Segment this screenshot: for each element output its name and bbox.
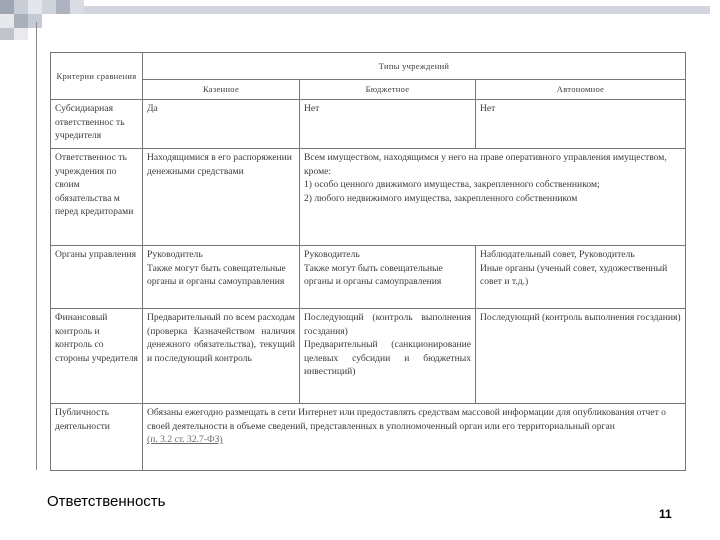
table-row — [51, 100, 686, 149]
criterion-cell: Ответственнос ть учреждения по своим обязательства м перед кредиторами — [51, 149, 143, 246]
table-row — [51, 246, 686, 309]
merged-line: 1) особо ценного движимого имущества, закрепленного собственником; — [304, 179, 600, 191]
criterion-cell: Публичность деятельности — [51, 404, 143, 471]
byudzhetnoe-cell — [300, 246, 476, 309]
decorative-squares — [0, 0, 720, 40]
table-row — [51, 149, 686, 246]
kazennoe-cell: Да — [143, 100, 300, 149]
avtonomnoe-cell — [476, 246, 686, 309]
column-header-kazennoe: Казенное — [143, 80, 300, 100]
kazennoe-cell: Предварительный по всем расходам (проверка Казначейством наличия денежного обязательства), текущий и последующий контроль — [143, 309, 300, 404]
cell-line: Наблюдательный совет, Руководитель — [480, 249, 635, 260]
table-row — [51, 309, 686, 404]
merged-cell — [300, 149, 686, 246]
comparison-table — [50, 52, 686, 471]
cell-line: Руководитель — [304, 249, 360, 260]
byudzhetnoe-cell: Нет — [300, 100, 476, 149]
column-header-byudzhetnoe: Бюджетное — [300, 80, 476, 100]
criteria-header: Критерии сравнения — [51, 53, 143, 100]
kazennoe-cell — [143, 246, 300, 309]
avtonomnoe-cell: Нет — [476, 100, 686, 149]
cell-line: Также могут быть совещательные органы и органы самоуправления — [304, 262, 443, 288]
criterion-cell: Финансовый контроль и контроль со стороны учредителя — [51, 309, 143, 404]
cell-line: Предварительный (санкционирование целевых субсидии и бюджетных инвестиций) — [304, 339, 471, 378]
cell-line: Руководитель — [147, 249, 203, 260]
merged-cell — [143, 404, 686, 471]
page-number: 11 — [659, 507, 672, 521]
criterion-cell: Субсидиарная ответственнос ть учредителя — [51, 100, 143, 149]
merged-line: Всем имуществом, находящимся у него на праве оперативного управления имуществом, кроме: — [304, 152, 667, 177]
law-reference-link[interactable]: (п. 3.2 ст. 32.7-ФЗ) — [147, 434, 223, 446]
avtonomnoe-cell: Последующий (контроль выполнения госздания) — [476, 309, 686, 404]
cell-line: Последующий (контроль выполнения госздания) — [304, 312, 471, 337]
table-row — [51, 404, 686, 471]
kazennoe-cell: Находящимися в его распоряжении денежными средствами — [143, 149, 300, 246]
decorative-vertical-line — [36, 22, 37, 470]
merged-line: 2) любого недвижимого имущества, закрепленного собственником — [304, 192, 578, 204]
column-header-avtonomnoe: Автономное — [476, 80, 686, 100]
cell-line: Иные органы (ученый совет, художественный совет и т.д.) — [480, 262, 668, 288]
types-header: Типы учреждений — [143, 53, 686, 80]
merged-text: Обязаны ежегодно размещать в сети Интернет или предоставлять средствам массовой информации для опубликования отчет о своей деятельности в объеме сведений, представленных в уполномоченный орган или его территориальный орган — [147, 407, 666, 432]
cell-line: Также могут быть совещательные органы и органы самоуправления — [147, 262, 286, 288]
slide-title: Ответственность — [47, 493, 166, 510]
byudzhetnoe-cell — [300, 309, 476, 404]
criterion-cell: Органы управления — [51, 246, 143, 309]
